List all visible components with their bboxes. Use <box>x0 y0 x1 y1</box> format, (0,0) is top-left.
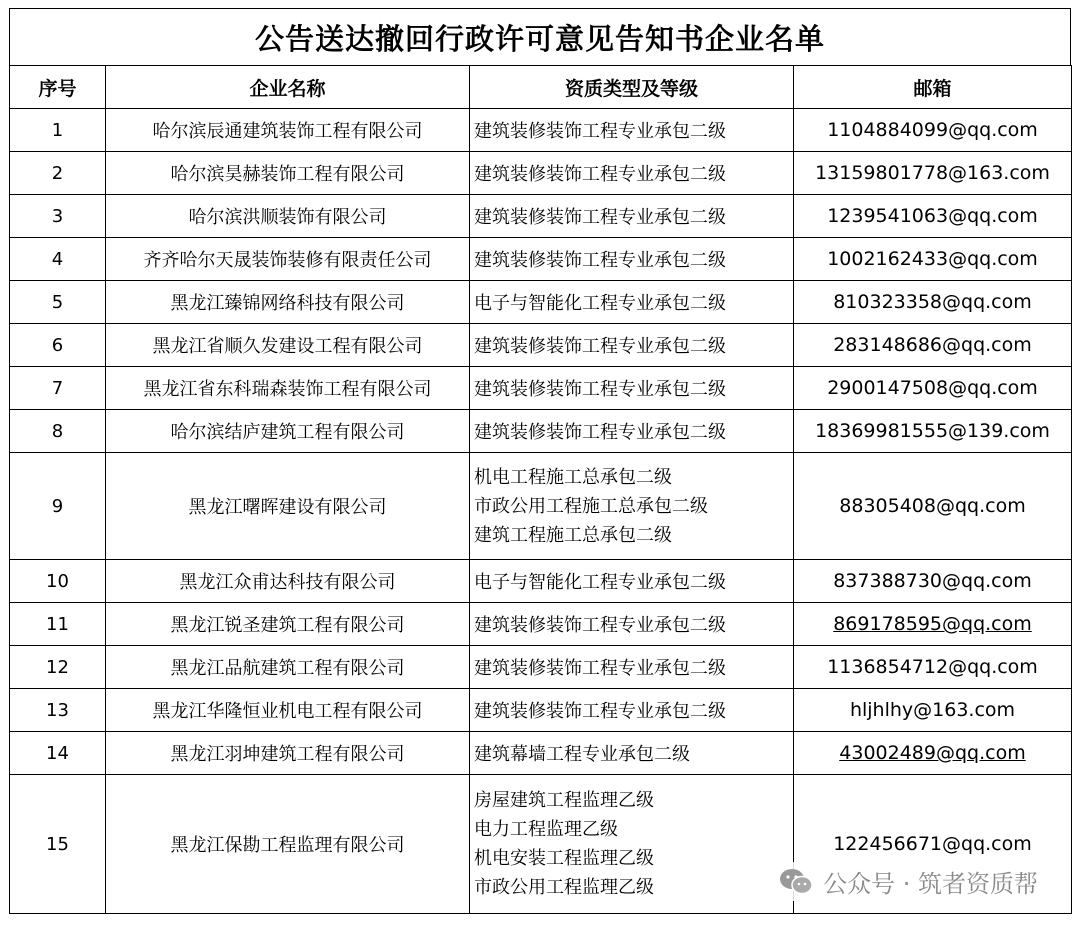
company-name: 哈尔滨昊赫装饰工程有限公司 <box>106 152 470 195</box>
email-value: 283148686@qq.com <box>833 334 1032 356</box>
email-value: 122456671@qq.com <box>833 833 1032 855</box>
qualification-item: 建筑装修装饰工程专业承包二级 <box>474 164 726 185</box>
company-name: 黑龙江省东科瑞森装饰工程有限公司 <box>106 367 470 410</box>
watermark-text: 公众号 · 筑者资质帮 <box>823 870 1038 898</box>
qualification-cell <box>470 732 794 775</box>
company-name: 黑龙江羽坤建筑工程有限公司 <box>106 732 470 775</box>
table-row <box>10 109 1072 152</box>
company-name: 哈尔滨辰通建筑装饰工程有限公司 <box>106 109 470 152</box>
email-cell <box>794 453 1072 560</box>
company-name: 黑龙江华隆恒业机电工程有限公司 <box>106 689 470 732</box>
qualification-cell <box>470 603 794 646</box>
qualification-item: 房屋建筑工程监理乙级 <box>474 790 654 811</box>
qualification-item: 机电工程施工总承包二级 <box>474 466 672 488</box>
row-number: 9 <box>10 453 106 560</box>
email-cell <box>794 195 1072 238</box>
company-name: 黑龙江保勘工程监理有限公司 <box>106 775 470 914</box>
email-cell <box>794 560 1072 603</box>
row-number: 12 <box>10 646 106 689</box>
qualification-cell <box>470 195 794 238</box>
qualification-item: 建筑装修装饰工程专业承包二级 <box>474 422 726 443</box>
row-number: 13 <box>10 689 106 732</box>
qualification-item: 市政公用工程监理乙级 <box>474 877 654 898</box>
email-value: 810323358@qq.com <box>833 291 1032 313</box>
email-value[interactable]: 43002489@qq.com <box>839 742 1026 764</box>
qualification-item: 建筑装修装饰工程专业承包二级 <box>474 658 726 679</box>
table-row <box>10 238 1072 281</box>
wechat-icon <box>779 868 813 896</box>
email-value: 13159801778@163.com <box>815 162 1050 184</box>
qualification-item: 机电安装工程监理乙级 <box>474 848 654 869</box>
page-title: 公告送达撤回行政许可意见告知书企业名单 <box>9 8 1071 65</box>
row-number: 5 <box>10 281 106 324</box>
qualification-item: 市政公用工程施工总承包二级 <box>474 495 708 517</box>
company-name: 黑龙江锐圣建筑工程有限公司 <box>106 603 470 646</box>
qualification-item: 电子与智能化工程专业承包二级 <box>474 572 726 593</box>
table-row <box>10 195 1072 238</box>
header-qualification: 资质类型及等级 <box>470 66 794 109</box>
qualification-cell <box>470 109 794 152</box>
email-cell <box>794 238 1072 281</box>
qualification-cell <box>470 775 794 914</box>
table-row <box>10 324 1072 367</box>
table-row <box>10 410 1072 453</box>
row-number: 15 <box>10 775 106 914</box>
qualification-cell <box>470 324 794 367</box>
table-row <box>10 453 1072 560</box>
email-value: 1104884099@qq.com <box>827 119 1038 141</box>
email-value: 18369981555@139.com <box>815 420 1050 442</box>
row-number: 14 <box>10 732 106 775</box>
table-row <box>10 367 1072 410</box>
email-value: 88305408@qq.com <box>839 495 1026 517</box>
qualification-item: 电子与智能化工程专业承包二级 <box>474 293 726 314</box>
qualification-item: 电力工程监理乙级 <box>474 819 618 840</box>
row-number: 4 <box>10 238 106 281</box>
qualification-item: 建筑装修装饰工程专业承包二级 <box>474 336 726 357</box>
table-body <box>10 109 1072 914</box>
qualification-item: 建筑装修装饰工程专业承包二级 <box>474 701 726 722</box>
row-number: 3 <box>10 195 106 238</box>
row-number: 8 <box>10 410 106 453</box>
email-value: 1136854712@qq.com <box>827 656 1038 678</box>
email-value: hljhlhy@163.com <box>849 699 1016 721</box>
qualification-cell <box>470 281 794 324</box>
table-header-row <box>10 66 1072 109</box>
email-value: 1239541063@qq.com <box>827 205 1038 227</box>
qualification-cell <box>470 560 794 603</box>
qualification-cell <box>470 238 794 281</box>
email-cell <box>794 732 1072 775</box>
email-value[interactable]: 869178595@qq.com <box>833 613 1032 635</box>
email-cell <box>794 152 1072 195</box>
qualification-item: 建筑装修装饰工程专业承包二级 <box>474 615 726 636</box>
email-cell <box>794 109 1072 152</box>
email-value: 2900147508@qq.com <box>827 377 1038 399</box>
email-cell <box>794 324 1072 367</box>
table-row <box>10 689 1072 732</box>
company-name: 黑龙江臻锦网络科技有限公司 <box>106 281 470 324</box>
company-name: 黑龙江省顺久发建设工程有限公司 <box>106 324 470 367</box>
company-name: 黑龙江众甫达科技有限公司 <box>106 560 470 603</box>
qualification-cell <box>470 410 794 453</box>
table-row <box>10 560 1072 603</box>
company-table <box>9 65 1072 914</box>
qualification-cell <box>470 453 794 560</box>
email-cell <box>794 603 1072 646</box>
company-name: 黑龙江曙晖建设有限公司 <box>106 453 470 560</box>
qualification-cell <box>470 689 794 732</box>
qualification-item: 建筑装修装饰工程专业承包二级 <box>474 379 726 400</box>
company-name: 哈尔滨洪顺装饰有限公司 <box>106 195 470 238</box>
qualification-item: 建筑装修装饰工程专业承包二级 <box>474 250 726 271</box>
qualification-item: 建筑装修装饰工程专业承包二级 <box>474 121 726 142</box>
watermark <box>773 862 1044 901</box>
qualification-cell <box>470 152 794 195</box>
company-name: 齐齐哈尔天晟装饰装修有限责任公司 <box>106 238 470 281</box>
row-number: 1 <box>10 109 106 152</box>
table-row <box>10 646 1072 689</box>
table-row <box>10 732 1072 775</box>
row-number: 6 <box>10 324 106 367</box>
row-number: 7 <box>10 367 106 410</box>
table-row <box>10 281 1072 324</box>
row-number: 11 <box>10 603 106 646</box>
qualification-item: 建筑装修装饰工程专业承包二级 <box>474 207 726 228</box>
table-row <box>10 152 1072 195</box>
table-row <box>10 603 1072 646</box>
email-cell <box>794 410 1072 453</box>
header-company: 企业名称 <box>106 66 470 109</box>
qualification-item: 建筑工程施工总承包二级 <box>474 524 672 546</box>
row-number: 10 <box>10 560 106 603</box>
email-cell <box>794 646 1072 689</box>
email-cell <box>794 367 1072 410</box>
qualification-cell <box>470 646 794 689</box>
email-value: 1002162433@qq.com <box>827 248 1038 270</box>
company-name: 黑龙江品航建筑工程有限公司 <box>106 646 470 689</box>
email-value: 837388730@qq.com <box>833 570 1032 592</box>
email-cell <box>794 689 1072 732</box>
email-cell <box>794 281 1072 324</box>
header-email: 邮箱 <box>794 66 1072 109</box>
document-sheet <box>9 8 1071 914</box>
company-name: 哈尔滨结庐建筑工程有限公司 <box>106 410 470 453</box>
qualification-item: 建筑幕墙工程专业承包二级 <box>474 744 690 765</box>
row-number: 2 <box>10 152 106 195</box>
qualification-cell <box>470 367 794 410</box>
header-no: 序号 <box>10 66 106 109</box>
